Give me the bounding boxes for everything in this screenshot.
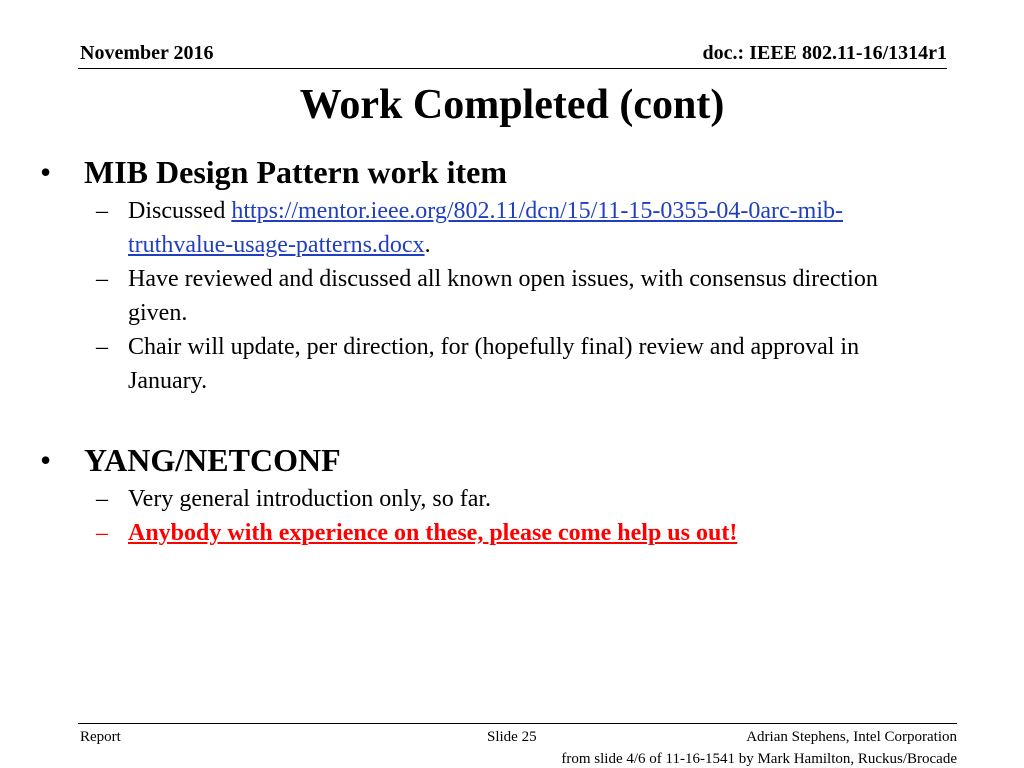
slide-title: Work Completed (cont)	[299, 82, 725, 128]
slide-number: Slide 25	[487, 729, 537, 745]
header-doc-id: doc.: IEEE 802.11-16/1314r1	[702, 42, 947, 64]
list-item-text: Discussed	[128, 198, 232, 224]
list-item	[0, 194, 928, 262]
footer-left: Report	[80, 729, 121, 745]
dash-marker: –	[96, 486, 108, 512]
slide-body	[0, 150, 1024, 550]
document-link[interactable]: https://mentor.ieee.org/802.11/dcn/15/11-15-0355-04-0arc-mib-truthvalue-usage-patterns.docx	[128, 198, 843, 258]
section-heading-yang	[0, 438, 1024, 482]
dash-marker: –	[96, 334, 108, 360]
footer-source-note: from slide 4/6 of 11-16-1541 by Mark Hamilton, Ruckus/Brocade	[561, 751, 957, 767]
list-item	[0, 262, 928, 330]
list-item-suffix: .	[424, 232, 431, 258]
header-divider	[78, 68, 947, 69]
bullet-marker: •	[40, 442, 52, 478]
list-item	[0, 330, 928, 398]
section-heading-mib	[0, 150, 1024, 194]
list-item-text: Very general introduction only, so far.	[128, 486, 492, 512]
header-date: November 2016	[80, 42, 214, 64]
list-item	[0, 482, 928, 516]
bullet-marker: •	[40, 154, 52, 190]
dash-marker: –	[96, 520, 108, 546]
help-request-text: Anybody with experience on these, please come help us out!	[128, 520, 738, 546]
list-item-callout	[0, 516, 928, 550]
section-heading-text: YANG/NETCONF	[84, 442, 341, 478]
section-heading-text: MIB Design Pattern work item	[84, 154, 508, 190]
section-spacer	[0, 398, 1024, 438]
dash-marker: –	[96, 266, 108, 292]
dash-marker: –	[96, 198, 108, 224]
list-item-text: Have reviewed and discussed all known open issues, with consensus direction given.	[128, 266, 878, 326]
footer-divider	[78, 723, 957, 724]
list-item-text: Chair will update, per direction, for (hopefully final) review and approval in January.	[128, 334, 860, 394]
footer-author: Adrian Stephens, Intel Corporation	[746, 729, 957, 745]
